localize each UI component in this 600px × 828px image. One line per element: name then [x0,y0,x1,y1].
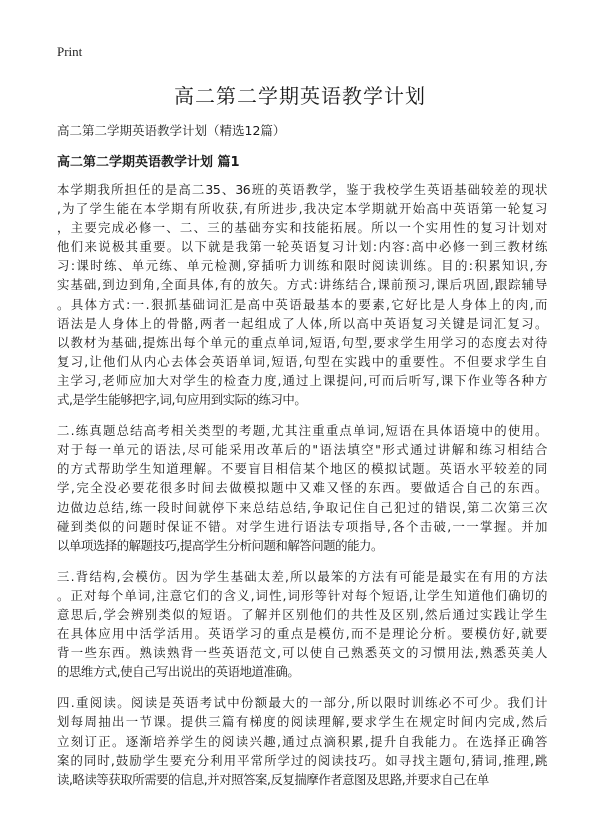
paragraph-line: ,为了学生能在本学期有所收获,有所进步,我决定本学期就开始高中英语第一轮复习 [57,201,547,217]
paragraph-line: 三.背结构,会模仿。因为学生基础太差,所以最笨的方法有可能是最实在有用的方法 [57,568,547,584]
page-title: 高二第二学期英语教学计划 [174,84,426,108]
paragraph-line: 以单项选择的解题技巧,提高学生分析问题和解答问题的能力。 [57,537,383,553]
document-body [57,180,547,801]
paragraph-line: 立刻订正。逐渐培养学生的阅读兴趣,通过点滴积累,提升自我能力。在选择正确答 [57,733,547,749]
section-heading: 高二第二学期英语教学计划 篇1 [57,155,240,170]
paragraph-line: 。具体方式:一.狠抓基础词汇是高中英语最基本的要素,它好比是人身体上的肉,而 [57,296,547,312]
paragraph-line: 的思维方式,使自己写出说出的英语地道准确。 [57,664,300,680]
paragraph-line: 习:课时练、单元练、单元检测,穿插听力训练和限时阅读训练。目的:积累知识,夯 [57,258,547,274]
paragraph [57,421,547,555]
paragraph-line: 他们来说极其重要。以下就是我第一轮英语复习计划:内容:高中必修一到三教材练 [57,239,547,255]
paragraph-line: 复习,让他们从内心去体会英语单词,短语,句型在实践中的重要性。不但要求学生自 [57,353,547,369]
paragraph-line: 的方式帮助学生知道理解。不要盲目相信某个地区的模拟试题。英语水平较差的同 [57,461,547,477]
paragraph-line: 以教材为基础,提炼出每个单元的重点单词,短语,句型,要求学生用学习的态度去对待 [57,334,547,350]
paragraph-line: 语法是人身体上的骨骼,两者一起组成了人体,所以高中英语复习关键是词汇复习。 [57,315,547,331]
paragraph-line: 。正对每个单词,注意它们的含义,词性,词形等针对每个短语,让学生知道他们确切的 [57,587,547,603]
paragraph-line: 边做边总结,练一段时间就停下来总结总结,争取记住自己犯过的错误,第二次第三次 [57,499,547,515]
paragraph-line: 读,略读等获取所需要的信息,并对照答案,反复揣摩作者意图及思路,并要求自己在单 [57,771,489,787]
paragraph-line: 实基础,到边到角,全面具体,有的放矢。方式:讲练结合,课前预习,课后巩固,跟踪辅导 [57,277,547,293]
paragraph-line: 碰到类似的问题时保证不错。对学生进行语法专项指导,各个击破,一一掌握。并加 [57,518,547,534]
paragraph-line: 式,是学生能够把字,词,句应用到实际的练习中。 [57,392,307,408]
document-subtitle: 高二第二学期英语教学计划（精选12篇） [57,123,286,138]
paragraph-line: 案的同时,鼓励学生要充分利用平常所学过的阅读技巧。如寻找主题句,猜词,推理,跳 [57,752,547,768]
paragraph-line: 本学期我所担任的是高二35、36班的英语教学，鉴于我校学生英语基础较差的现状 [57,182,547,197]
paragraph-line: 二.练真题总结高考相关类型的考题,尤其注重重点单词,短语在具体语境中的使用。 [57,423,547,439]
paragraph-line: 四.重阅读。阅读是英语考试中份额最大的一部分,所以限时训练必不可少。我们计 [57,695,547,711]
paragraph-line: 对于每一单元的语法,尽可能采用改革后的"语法填空"形式通过讲解和练习相结合 [57,442,547,458]
paragraph-line: 意思后,学会辨别类似的短语。了解并区别他们的共性及区别,然后通过实践让学生 [57,606,547,622]
print-label: Print [57,44,83,59]
paragraph-line: 学,完全没必要花很多时间去做模拟题中又难又怪的东西。要做适合自己的东西。 [57,480,547,496]
paragraph-line: ，主要完成必修一、二、三的基础夯实和技能拓展。所以一个实用性的复习计划对 [57,220,547,236]
paragraph [57,180,547,409]
paragraph-line: 背一些东西。熟读熟背一些英语范文,可以使自己熟悉英文的习惯用法,熟悉英美人 [57,645,547,661]
paragraph [57,693,547,788]
paragraph-line: 划每周抽出一节课。提供三篇有梯度的阅读理解,要求学生在规定时间内完成,然后 [57,714,547,730]
paragraph-line: 在具体应用中活学活用。英语学习的重点是模仿,而不是理论分析。要模仿好,就要 [57,626,547,642]
paragraph [57,567,547,682]
paragraph-line: 主学习,老师应加大对学生的检查力度,通过上课提问,可而后听写,课下作业等各种方 [57,372,547,388]
